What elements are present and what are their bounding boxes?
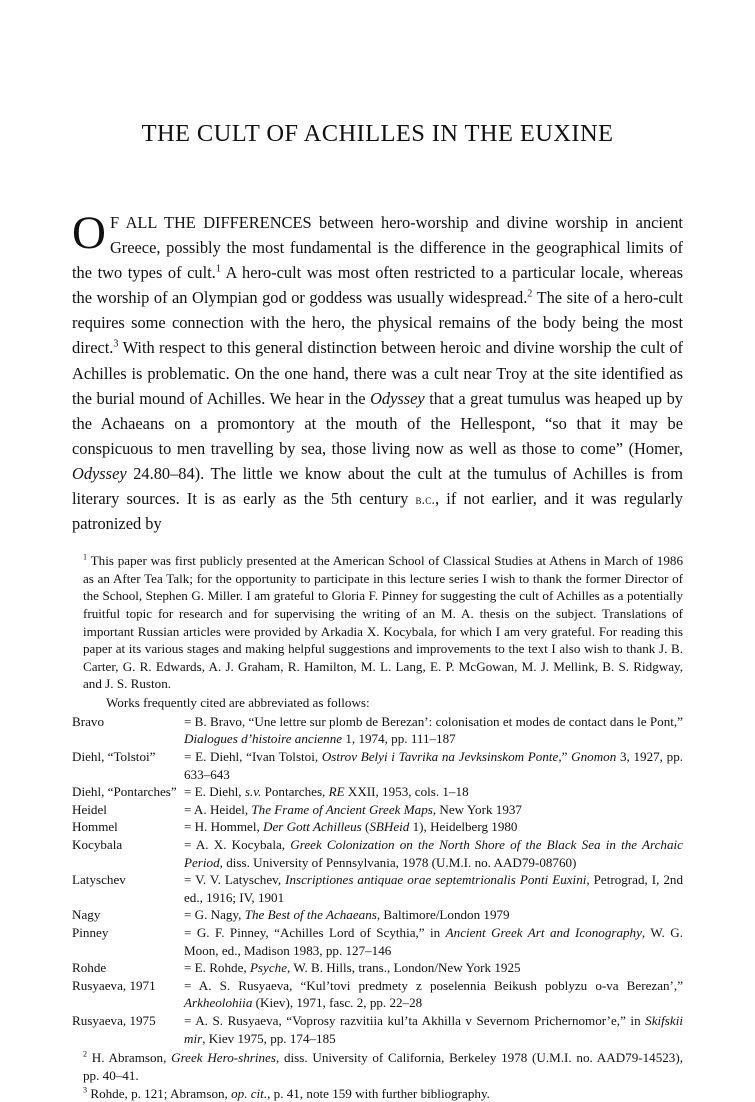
text-run-0: = G. Nagy, <box>184 907 245 922</box>
abbreviation-value <box>184 713 683 748</box>
abbreviation-row <box>72 783 683 801</box>
text-run-2: Pontarches, <box>261 784 328 799</box>
footnotes-section <box>72 552 683 1102</box>
abbreviation-key: Diehl, “Pontarches” <box>72 783 184 801</box>
abbreviation-key: Latyschev <box>72 871 184 906</box>
text-run-0: = B. Bravo, “Une lettre sur plomb de Berezan’: colonisation et modes de contact dans le Pont,” <box>184 714 683 729</box>
text-run-1: Skifskii mir <box>184 1013 683 1046</box>
text-run-1: Greek Colonization on the North Shore of the Black Sea in the Archaic Period <box>184 837 683 870</box>
text-run-0: = E. Rohde, <box>184 960 250 975</box>
abbreviation-key: Bravo <box>72 713 184 748</box>
footnote-ref-1[interactable]: 1 <box>216 264 221 275</box>
footnote-ref-2[interactable]: 2 <box>527 289 532 300</box>
text-run-1: s.v. <box>245 784 261 799</box>
abbreviations-table <box>72 713 683 1048</box>
footnote-1-marker: 1 <box>83 553 87 562</box>
abbreviation-value <box>184 959 683 977</box>
text-run-4: 1), Heidelberg 1980 <box>409 819 517 834</box>
text-run-1: Ostrov Belyi i Tavrika na Jevksinskom Ponte <box>322 749 559 764</box>
abbreviation-value <box>184 836 683 871</box>
abbreviation-key: Rohde <box>72 959 184 977</box>
text-run-0: = A. S. Rusyaeva, “Voprosy razvitiia kul’ta Akhilla v Severnom Prichernomor’e,” in <box>184 1013 645 1028</box>
text-run-3: SBHeid <box>369 819 409 834</box>
text-run-4: XXII, 1953, cols. 1–18 <box>345 784 469 799</box>
abbreviation-row <box>72 906 683 924</box>
text-run-0: = A. X. Kocybala, <box>184 837 290 852</box>
abbreviation-key: Kocybala <box>72 836 184 871</box>
abbreviation-value <box>184 1012 683 1047</box>
abbreviation-value <box>184 871 683 906</box>
abbreviation-row <box>72 924 683 959</box>
text-run-4: 3, 1927, pp. 633–643 <box>184 749 683 782</box>
abbreviation-value <box>184 977 683 1012</box>
abbreviation-key: Nagy <box>72 906 184 924</box>
work-title-odyssey-1: Odyssey <box>370 389 425 408</box>
text-run-2: ,” <box>558 749 571 764</box>
works-cited-intro: Works frequently cited are abbreviated as follows: <box>72 694 683 712</box>
text-run-2: (Kiev), 1971, fasc. 2, pp. 22–28 <box>252 995 422 1010</box>
body-text-5: that a great tumulus was heaped up by the Achaeans on a promontory at the mouth of the Hellespont, “so that it may be conspicuous to men travelling by sea, those living now as well as those to come” (Homer, <box>72 389 683 458</box>
opening-smallcaps: F ALL THE DIFFERENCES <box>110 213 312 232</box>
body-text-3: The site of a hero-cult requires some connection with the hero, the physical remains of the body being the most direct. <box>72 288 683 357</box>
footnote-ref-3[interactable]: 3 <box>113 339 118 350</box>
text-run-1: Inscriptiones antiquae orae septemtrionalis Ponti Euxini <box>285 872 586 887</box>
text-run-1: op. cit. <box>231 1086 267 1101</box>
work-title-odyssey-2: Odyssey <box>72 464 127 483</box>
page-title: THE CULT OF ACHILLES IN THE EUXINE <box>72 120 683 148</box>
body-text-2: A hero-cult was most often restricted to a particular locale, whereas the worship of an Olympian god or goddess was usually widespread. <box>72 263 683 307</box>
text-run-1: Ancient Greek Art and Iconography <box>446 925 642 940</box>
abbreviation-row <box>72 713 683 748</box>
text-run-1: Der Gott Achilleus <box>263 819 362 834</box>
text-run-2: , p. 41, note 159 with further bibliography. <box>267 1086 490 1101</box>
abbreviation-key: Rusyaeva, 1971 <box>72 977 184 1012</box>
abbreviation-key: Heidel <box>72 801 184 819</box>
footnote-3-marker: 3 <box>83 1085 87 1094</box>
text-run-1: Dialogues d’histoire ancienne <box>184 731 342 746</box>
text-run-2: , diss. University of Pennsylvania, 1978 (U.M.I. no. AAD79-08760) <box>220 855 577 870</box>
text-run-2: , diss. University of California, Berkeley 1978 (U.M.I. no. AAD79-14523), pp. 40–41. <box>83 1050 683 1083</box>
abbreviation-value <box>184 748 683 783</box>
text-run-0: Rohde, p. 121; Abramson, <box>87 1086 231 1101</box>
abbreviation-row <box>72 871 683 906</box>
text-run-2: , New York 1937 <box>433 802 522 817</box>
text-run-0: = G. F. Pinney, “Achilles Lord of Scythia,” in <box>184 925 446 940</box>
abbreviation-row <box>72 959 683 977</box>
era-label-bc: b.c. <box>415 492 435 507</box>
body-text-6: 24.80–84). The little we know about the cult at the tumulus of Achilles is from literary sources. It is as early as the 5th century <box>72 464 683 508</box>
text-run-2: , Petrograd, I, 2nd ed., 1916; IV, 1901 <box>184 872 683 905</box>
abbreviation-value <box>184 783 683 801</box>
abbreviation-key: Hommel <box>72 818 184 836</box>
text-run-0: = V. V. Latyschev, <box>184 872 285 887</box>
text-run-2: ( <box>362 819 370 834</box>
footnote-2-marker: 2 <box>83 1050 87 1059</box>
text-run-0: = A. S. Rusyaeva, “Kul’tovi predmety z poselennia Beikush poblyzu o-va Berezan’,” <box>184 978 683 993</box>
text-run-2: , W. G. Moon, ed., Madison 1983, pp. 127–146 <box>184 925 683 958</box>
text-run-3: RE <box>329 784 345 799</box>
footnote-2-text <box>83 1050 683 1083</box>
abbreviations-table-body <box>72 713 683 1048</box>
abbreviation-key: Pinney <box>72 924 184 959</box>
text-run-1: The Best of the Achaeans <box>245 907 377 922</box>
text-run-2: , W. B. Hills, trans., London/New York 1925 <box>287 960 521 975</box>
body-text-7: , if not earlier, and it was regularly patronized by <box>72 489 683 533</box>
abbreviation-row <box>72 748 683 783</box>
abbreviation-row <box>72 801 683 819</box>
body-text-1: between hero-worship and divine worship in ancient Greece, possibly the most fundamental is the difference in the geographical limits of the two types of cult. <box>72 213 683 282</box>
abbreviation-key: Rusyaeva, 1975 <box>72 1012 184 1047</box>
text-run-2: , Baltimore/London 1979 <box>377 907 510 922</box>
abbreviation-row <box>72 818 683 836</box>
abbreviation-value <box>184 818 683 836</box>
abbreviation-row <box>72 1012 683 1047</box>
text-run-1: Psyche <box>250 960 287 975</box>
text-run-2: 1, 1974, pp. 111–187 <box>342 731 456 746</box>
footnote-3 <box>72 1085 683 1102</box>
abbreviation-row <box>72 836 683 871</box>
text-run-0: = E. Diehl, <box>184 784 245 799</box>
text-run-0: = E. Diehl, “Ivan Tolstoi, <box>184 749 322 764</box>
text-run-0: H. Abramson, <box>87 1050 171 1065</box>
body-paragraph <box>72 210 683 536</box>
footnote-1-text: This paper was first publicly presented at the American School of Classical Studies at Athens in March of 1986 as an After Tea Talk; for the opportunity to participate in this lecture series I wish to thank the former Director of the School, Stephen G. Miller. I am grateful to Gloria F. Pinney for suggesting the cult of Achilles as a potentially fruitful topic for research and for supervising the writing of an M. A. thesis on the subject. Translations of important Russian articles were provided by Arkadia X. Kocybala, for which I am very grateful. For reading this paper at its various stages and making helpful suggestions and improvements to the text I also wish to thank J. B. Carter, G. R. Edwards, A. J. Graham, R. Hamilton, M. L. Lang, E. P. McGowan, M. J. Mellink, B. S. Ridgway, and J. S. Ruston. <box>83 553 683 691</box>
footnote-1 <box>72 552 683 693</box>
abbreviation-key: Diehl, “Tolstoi” <box>72 748 184 783</box>
abbreviation-value <box>184 801 683 819</box>
text-run-1: Arkheolohiia <box>184 995 252 1010</box>
abbreviation-row <box>72 977 683 1012</box>
text-run-0: = A. Heidel, <box>184 802 251 817</box>
text-run-3: Gnomon <box>571 749 616 764</box>
text-run-2: , Kiev 1975, pp. 174–185 <box>202 1031 335 1046</box>
body-text-4: With respect to this general distinction between heroic and divine worship the cult of Achilles is problematic. On the one hand, there was a cult near Troy at the site identified as the burial mound of Achilles. We hear in the <box>72 338 683 407</box>
abbreviation-value <box>184 906 683 924</box>
drop-cap: O <box>72 210 109 253</box>
footnote-2 <box>72 1049 683 1084</box>
footnote-3-text <box>87 1086 490 1101</box>
text-run-1: The Frame of Ancient Greek Maps <box>251 802 432 817</box>
abbreviation-value <box>184 924 683 959</box>
text-run-0: = H. Hommel, <box>184 819 263 834</box>
text-run-1: Greek Hero-shrines <box>171 1050 276 1065</box>
